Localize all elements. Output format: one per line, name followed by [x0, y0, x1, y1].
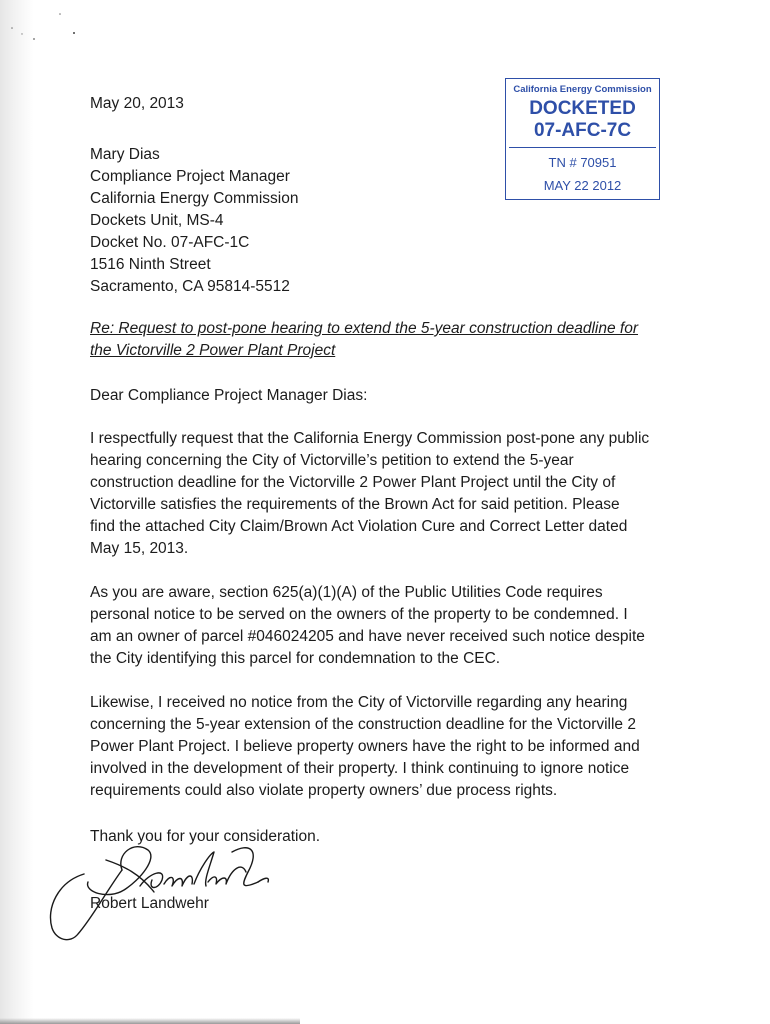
paragraph-line: am an owner of parcel #046024205 and have never received such notice despite	[90, 628, 645, 645]
scan-shadow-bottom	[0, 1018, 300, 1024]
stamp-agency: California Energy Commission	[513, 84, 652, 95]
paragraph-line: construction deadline for the Victorville 2 Power Plant Project until the City of	[90, 474, 616, 491]
signer-name: Robert Landwehr	[90, 895, 209, 912]
stamp-status: DOCKETED	[529, 98, 636, 119]
paragraph-notice-requirement	[90, 582, 645, 670]
paragraph-request	[90, 428, 649, 560]
paragraph-line: personal notice to be served on the owners of the property to be condemned. I	[90, 606, 628, 623]
paragraph-line: Victorville satisfies the requirements of the Brown Act for said petition. Please	[90, 496, 620, 513]
paragraph-line: Likewise, I received no notice from the City of Victorville regarding any hearing	[90, 694, 628, 711]
paragraph-line: As you are aware, section 625(a)(1)(A) of the Public Utilities Code requires	[90, 584, 603, 601]
recipient-street: 1516 Ninth Street	[90, 256, 211, 273]
paragraph-line: I respectfully request that the California Energy Commission post-pone any public	[90, 430, 650, 447]
letter-date: May 20, 2013	[90, 95, 184, 112]
subject-line	[90, 318, 638, 362]
paragraph-due-process	[90, 692, 640, 802]
subject-line-1: Re: Request to post-pone hearing to extend the 5-year construction deadline for	[90, 320, 639, 337]
paragraph-line: Power Plant Project. I believe property owners have the right to be informed and	[90, 738, 640, 755]
salutation: Dear Compliance Project Manager Dias:	[90, 387, 368, 404]
recipient-docket: Docket No. 07-AFC-1C	[90, 234, 250, 251]
docketed-stamp	[505, 78, 660, 200]
paragraph-line: involved in the development of their property. I think continuing to ignore notice	[90, 760, 630, 777]
recipient-title: Compliance Project Manager	[90, 168, 290, 185]
stamp-date: MAY 22 2012	[543, 178, 622, 193]
recipient-name: Mary Dias	[90, 146, 160, 163]
stamp-tn: TN # 70951	[548, 155, 617, 170]
paragraph-line: hearing concerning the City of Victorville’s petition to extend the 5-year	[90, 452, 574, 469]
recipient-city: Sacramento, CA 95814-5512	[90, 278, 290, 295]
paragraph-line: find the attached City Claim/Brown Act Violation Cure and Correct Letter dated	[90, 518, 628, 535]
subject-line-2: the Victorville 2 Power Plant Project	[90, 342, 336, 359]
recipient-organization: California Energy Commission	[90, 190, 299, 207]
recipient-address-block	[90, 144, 298, 298]
paragraph-line: concerning the 5-year extension of the construction deadline for the Victorville 2	[90, 716, 636, 733]
handwritten-signature	[44, 832, 274, 950]
stamp-docket-number: 07-AFC-7C	[533, 120, 632, 141]
stamp-divider	[509, 147, 656, 148]
recipient-unit: Dockets Unit, MS-4	[90, 212, 224, 229]
closing-line: Thank you for your consideration.	[90, 828, 321, 845]
paragraph-line: the City identifying this parcel for condemnation to the CEC.	[90, 650, 501, 667]
paragraph-line: May 15, 2013.	[90, 540, 189, 557]
paragraph-line: requirements could also violate property owners’ due process rights.	[90, 782, 558, 799]
scan-specks	[8, 8, 88, 48]
scan-shadow-edge	[0, 0, 34, 1024]
